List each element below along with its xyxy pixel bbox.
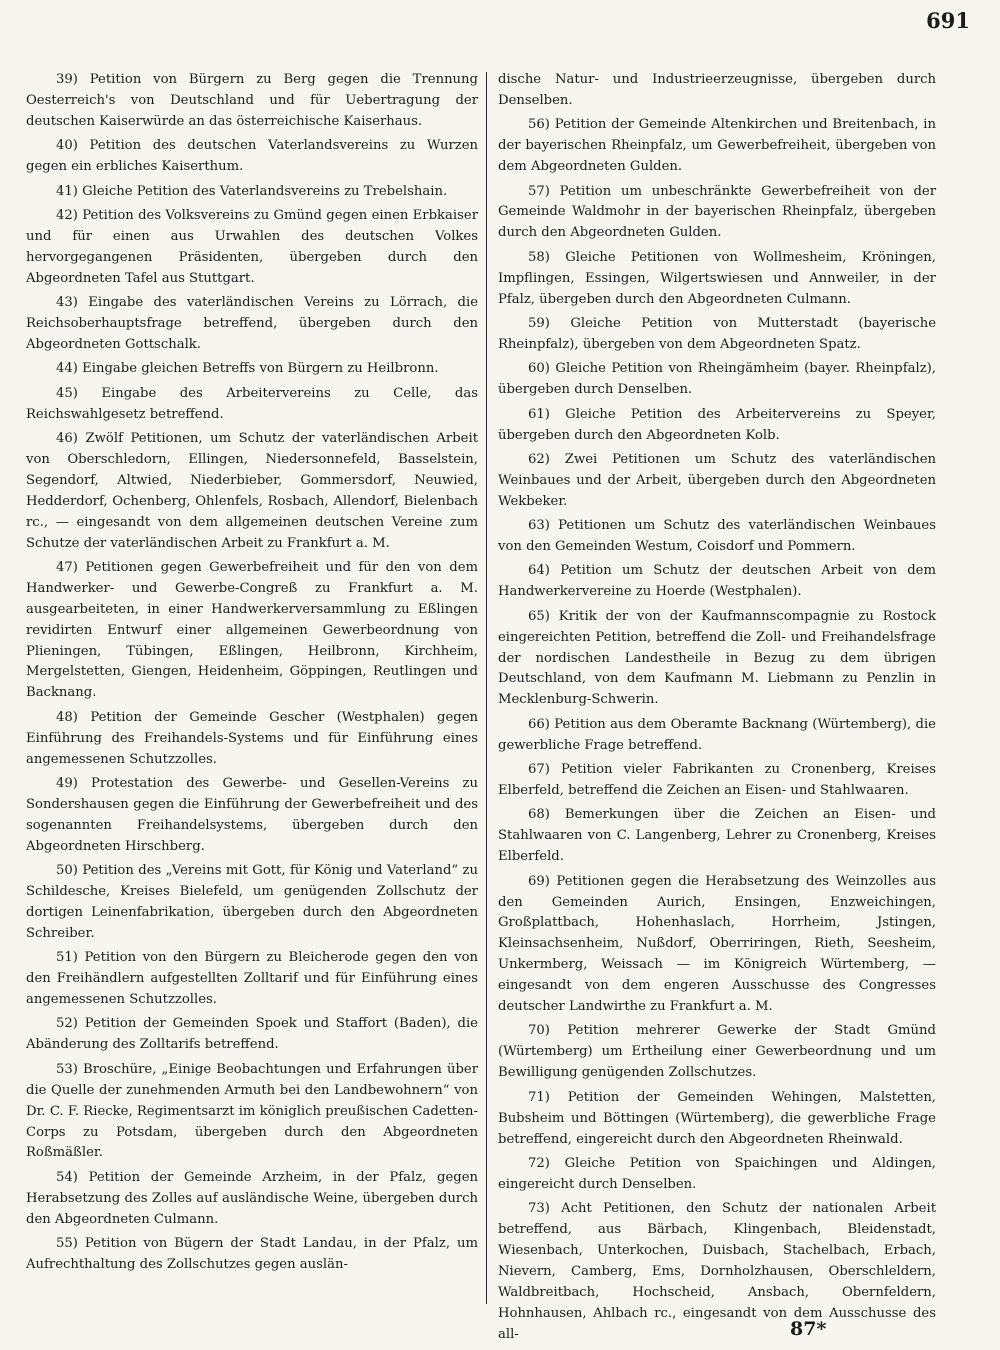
page-number: 691 — [926, 8, 970, 33]
entry-59: 59) Gleiche Petition von Mutterstadt (bayerische Rheinpfalz), übergeben von dem Abgeordneten Spatz. — [498, 315, 936, 352]
entry-68: 68) Bemerkungen über die Zeichen an Eisen- und Stahlwaaren von C. Langenberg, Lehrer zu Cronenberg, Kreises Elberfeld. — [498, 807, 936, 865]
entry-51: 51) Petition von den Bürgern zu Bleicherode gegen den von den Freihändlern aufgestellten Zolltarif und für Einführung eines angemessenen Schutzzolles. — [26, 950, 478, 1008]
entry-63: 63) Petitionen um Schutz des vaterländischen Weinbaues von den Gemeinden Westum, Coisdorf und Pommern. — [498, 518, 936, 555]
entry-61: 61) Gleiche Petition des Arbeitervereins zu Speyer, übergeben durch den Abgeordneten Kolb. — [498, 406, 936, 443]
entry-65: 65) Kritik der von der Kaufmannscompagnie zu Rostock eingereichten Petition, betreffend die Zoll- und Freihandelsfrage der nordischen Landestheile in Bezug zu dem übrigen Deutschland, von dem Kaufmann M. Liebmann zu Penzlin in Mecklenburg-Schwerin. — [498, 608, 936, 708]
entry-73: 73) Acht Petitionen, den Schutz der nationalen Arbeit betreffend, aus Bärbach, Klingenbach, Bleidenstadt, Wiesenbach, Unterkochen, Duisbach, Stachelbach, Erbach, Nievern, Camberg, Ems, Dornholzhausen, Oberschleldern, Waldbreitbach, Hochscheid, Ansbach, Obernfeldern, Hohnhausen, Ahlbach rc., eingesandt von dem Ausschusse des all- — [498, 1201, 936, 1342]
entry-43: 43) Eingabe des vaterländischen Vereins zu Lörrach, die Reichsoberhauptsfrage betreffend, übergeben durch den Abgeordneten Gottschalk. — [26, 295, 478, 352]
entry-48: 48) Petition der Gemeinde Gescher (Westphalen) gegen Einführung des Freihandels-Systems und für Einführung eines angemessenen Schutzzolles. — [26, 709, 478, 767]
entry-55-continuation: dische Natur- und Industrieerzeugnisse, übergeben durch Denselben. — [498, 72, 936, 108]
right-column — [498, 70, 936, 1349]
entry-64: 64) Petition um Schutz der deutschen Arbeit von dem Handwerkervereine zu Hoerde (Westphalen). — [498, 563, 936, 600]
entry-72: 72) Gleiche Petition von Spaichingen und Aldingen, eingereicht durch Denselben. — [498, 1155, 936, 1192]
entry-53: 53) Broschüre, „Einige Beobachtungen und Erfahrungen über die Quelle der zunehmenden Armuth bei den Landbewohnern“ von Dr. C. F. Riecke, Regimentsarzt im königlich preußischen Cadetten-Corps zu Potsdam, übergeben durch den Abgeordneten Roßmäßler. — [26, 1061, 478, 1161]
entry-54: 54) Petition der Gemeinde Arzheim, in der Pfalz, gegen Herabsetzung des Zolles auf ausländische Weine, übergeben durch den Abgeordneten Culmann. — [26, 1169, 478, 1227]
entry-47: 47) Petitionen gegen Gewerbefreiheit und für den von dem Handwerker- und Gewerbe-Congreß zu Frankfurt a. M. ausgearbeiteten, in einer Handwerkerversammlung zu Eßlingen revidirten Entwurf einer allgemeinen Gewerbeordnung von Plieningen, Tübingen, Eßlingen, Heilbronn, Kirchheim, Mergelstetten, Giengen, Heidenheim, Göppingen, Reutlingen und Backnang. — [26, 559, 478, 701]
entry-39: 39) Petition von Bürgern zu Berg gegen die Trennung Oesterreich's von Deutschland und für Uebertragung der deutschen Kaiserwürde an das österreichische Kaiserhaus. — [26, 72, 478, 129]
entry-50: 50) Petition des „Vereins mit Gott, für König und Vaterland“ zu Schildesche, Kreises Bielefeld, um genügenden Zollschutz der dortigen Leinenfabrikation, übergeben durch den Abgeordneten Schreiber. — [26, 863, 478, 941]
entry-45: 45) Eingabe des Arbeitervereins zu Celle, das Reichswahlgesetz betreffend. — [26, 385, 478, 422]
entry-57: 57) Petition um unbeschränkte Gewerbefreiheit von der Gemeinde Waldmohr in der bayerischen Rheinpfalz, übergeben durch den Abgeordneten Gulden. — [498, 183, 936, 241]
entry-40: 40) Petition des deutschen Vaterlandsvereins zu Wurzen gegen ein erbliches Kaiserthum. — [26, 138, 478, 175]
entry-60: 60) Gleiche Petition von Rheingämheim (bayer. Rheinpfalz), übergeben durch Denselben. — [498, 361, 936, 398]
entry-56: 56) Petition der Gemeinde Altenkirchen und Breitenbach, in der bayerischen Rheinpfalz, um Gewerbefreiheit, übergeben von dem Abgeordneten Gulden. — [498, 117, 936, 175]
entry-62: 62) Zwei Petitionen um Schutz des vaterländischen Weinbaues und der Arbeit, übergeben durch den Abgeordneten Wekbeker. — [498, 451, 936, 509]
entry-55: 55) Petition von Bügern der Stadt Landau, in der Pfalz, um Aufrechthaltung des Zollschutzes gegen auslän- — [26, 1236, 478, 1272]
entry-41: 41) Gleiche Petition des Vaterlandsvereins zu Trebelshain. — [56, 183, 448, 199]
entry-70: 70) Petition mehrerer Gewerke der Stadt Gmünd (Würtemberg) um Ertheilung einer Gewerbeordnung und um Bewilligung genügenden Zollschutzes. — [498, 1023, 936, 1081]
column-divider — [486, 72, 487, 1304]
entry-44: 44) Eingabe gleichen Betreffs von Bürgern zu Heilbronn. — [56, 361, 439, 377]
entry-49: 49) Protestation des Gewerbe- und Gesellen-Vereins zu Sondershausen gegen die Einführung der Gewerbefreiheit und des sogenannten Freihandelsystems, übergeben durch den Abgeordneten Hirschberg. — [26, 776, 478, 854]
entry-46: 46) Zwölf Petitionen, um Schutz der vaterländischen Arbeit von Oberschledorn, Ellingen, Niedersonnefeld, Basselstein, Segendorf, Altwied, Niederbieber, Gommersdorf, Neuwied, Hedderdorf, Ochenberg, Ohlenfels, Rosbach, Allendorf, Bielenbach rc., — eingesandt von dem allgemeinen deutschen Vereine zum Schutze der vaterländischen Arbeit zu Frankfurt a. M. — [26, 431, 478, 551]
entry-69: 69) Petitionen gegen die Herabsetzung des Weinzolles aus den Gemeinden Aurich, Ensingen, Enzweichingen, Großplattbach, Hohenhaslach, Horrheim, Jstingen, Kleinsachsenheim, Nußdorf, Oberriringen, Rieth, Seesheim, Unkermberg, Weissach — im Königreich Würtemberg, — eingesandt von dem engeren Ausschusse des Congresses deutscher Landwirthe zu Frankfurt a. M. — [498, 873, 936, 1015]
left-column — [26, 70, 478, 1279]
entry-58: 58) Gleiche Petitionen von Wollmesheim, Kröningen, Impflingen, Essingen, Wilgertswiesen und Annweiler, in der Pfalz, übergeben durch den Abgeordneten Culmann. — [498, 249, 936, 307]
entry-66: 66) Petition aus dem Oberamte Backnang (Würtemberg), die gewerbliche Frage betreffend. — [498, 716, 936, 753]
signature-mark: 87* — [790, 1318, 827, 1340]
entry-71: 71) Petition der Gemeinden Wehingen, Malstetten, Bubsheim und Böttingen (Würtemberg), die gewerbliche Frage betreffend, eingereicht durch den Abgeordneten Rheinwald. — [498, 1089, 936, 1147]
entry-67: 67) Petition vieler Fabrikanten zu Cronenberg, Kreises Elberfeld, betreffend die Zeichen an Eisen- und Stahlwaaren. — [498, 762, 936, 798]
entry-42: 42) Petition des Volksvereins zu Gmünd gegen einen Erbkaiser und für einen aus Urwahlen des deutschen Volkes hervorgegangenen Präsidenten, übergeben durch den Abgeordneten Tafel aus Stuttgart. — [26, 207, 478, 286]
entry-52: 52) Petition der Gemeinden Spoek und Staffort (Baden), die Abänderung des Zolltarifs betreffend. — [26, 1016, 478, 1053]
